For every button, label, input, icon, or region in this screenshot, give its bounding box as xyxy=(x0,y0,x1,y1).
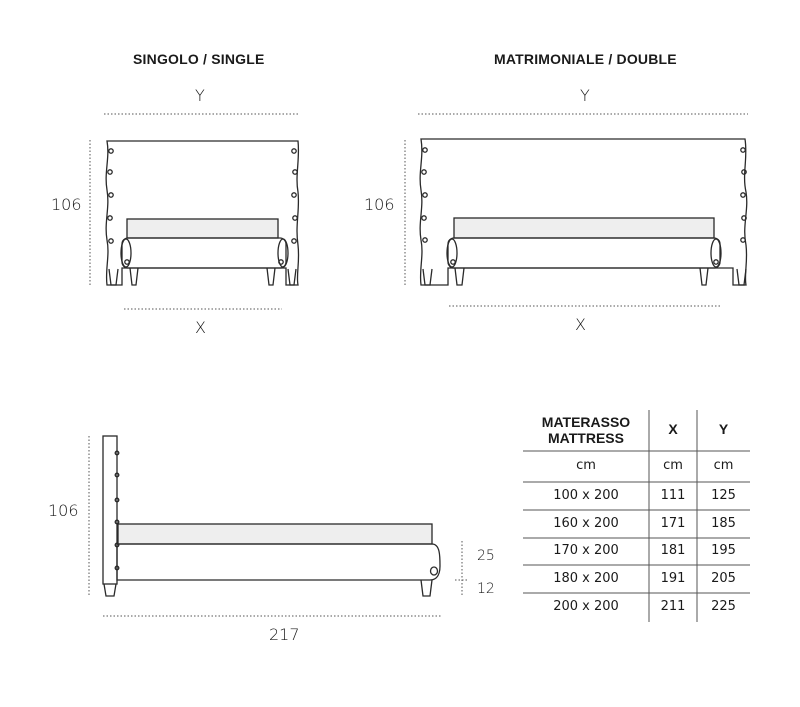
table-row-y: 185 xyxy=(711,516,736,531)
double-height-label: 106 xyxy=(364,195,395,214)
double-x-label: X xyxy=(575,315,586,334)
double-y-label: Y xyxy=(580,86,590,105)
table-row-size: 170 x 200 xyxy=(553,543,619,558)
table-row-size: 200 x 200 xyxy=(553,599,619,614)
single-x-label: X xyxy=(195,318,206,337)
table-header-mattress-line1: MATERASSO xyxy=(541,414,631,430)
table-row-x: 191 xyxy=(660,571,686,586)
table-row-y: 225 xyxy=(711,599,736,614)
single-title: SINGOLO / SINGLE xyxy=(133,51,265,67)
table-header-y: Y xyxy=(718,421,729,437)
double-title: MATRIMONIALE / DOUBLE xyxy=(494,51,677,67)
table-row-size: 100 x 200 xyxy=(553,488,619,503)
table-row-x: 111 xyxy=(660,488,686,503)
table-row-x: 171 xyxy=(660,516,686,531)
side-base-label: 25 xyxy=(477,548,495,564)
table-header-mattress-line2: MATTRESS xyxy=(548,430,624,446)
single-bed-front-view xyxy=(106,141,298,285)
bed-side-view xyxy=(103,436,440,596)
table-row-y: 205 xyxy=(711,571,736,586)
table-unit-y: cm xyxy=(713,458,734,473)
table-row-y: 125 xyxy=(711,488,736,503)
side-leg-label: 12 xyxy=(477,581,495,597)
single-height-label: 106 xyxy=(51,195,82,214)
table-unit-x: cm xyxy=(663,458,683,473)
table-header-mattress xyxy=(523,414,649,446)
table-row-y: 195 xyxy=(711,543,736,558)
side-length-label: 217 xyxy=(269,625,300,644)
table-header-x: X xyxy=(668,421,678,437)
table-row-size: 180 x 200 xyxy=(553,571,619,586)
table-unit-mattress: cm xyxy=(576,458,596,473)
side-height-label: 106 xyxy=(48,501,79,520)
table-row-x: 211 xyxy=(660,599,686,614)
double-bed-front-view xyxy=(420,139,747,285)
table-row-size: 160 x 200 xyxy=(553,516,619,531)
single-y-label: Y xyxy=(195,86,205,105)
table-row-x: 181 xyxy=(660,543,686,558)
